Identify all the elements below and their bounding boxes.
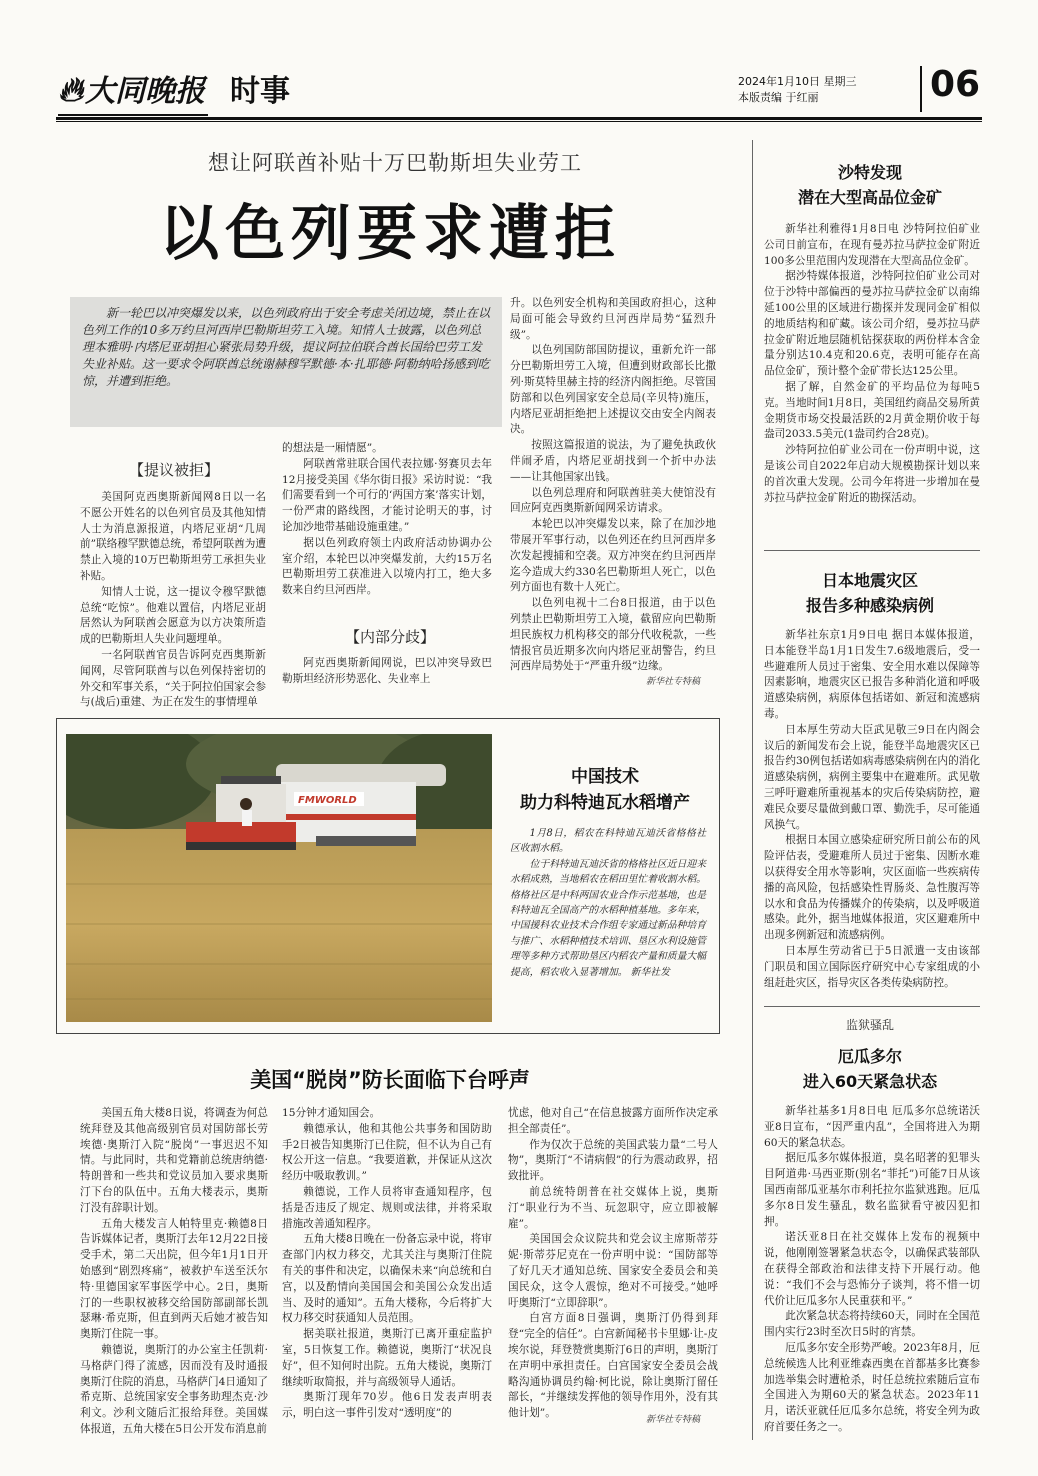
main-story-col3 [510,296,716,675]
paragraph: 诺沃亚8日在社交媒体上发布的视频中说，他刚刚签署紧急状态令，以确保武装部队在获得全部政治和法律支持下开展行动。他说：“我们不会与恐怖分子谈判，将不惜一切代价让厄瓜多尔人民重获和平。” [764,1231,980,1307]
photo-caption [510,826,706,980]
paragraph: 五角大楼8日晚在一份备忘录中说，将审查部门内权力移交，尤其关注与奥斯汀住院有关的事件和决定，以确保未来“向总统和白宫，以及酌情向美国国会和美国公众发出适当、及时的通知”。五角大楼称，今后将扩大权力移交时获通知人员范围。 [282,1233,492,1325]
page-editor: 本版责编 于红丽 [738,91,819,104]
us-story-col3 [508,1106,718,1422]
paragraph: 奥斯汀现年70岁。他6日发表声明表示，明白这一事件引发对“透明度”的 [282,1391,492,1420]
paragraph: 美国阿克西奥斯新闻网8日以一名不愿公开姓名的以色列官员及其他知情人士为消息源报道，内塔尼亚胡“几周前”联络穆罕默德总统，希望阿联酋为遭禁止入境的10万巴勒斯坦劳工承担失业补贴。 [80,491,266,582]
harvester-brand-label: FMWORLD [298,795,357,806]
saudi-gold-title [770,160,970,210]
section-name: 时事 [230,74,290,109]
paragraph: 以色列总理府和阿联酋驻美大使馆没有回应阿克西奥斯新闻网采访请求。 [510,486,716,515]
ecuador-title [770,1044,970,1094]
logo-underline [58,114,208,116]
main-story-headline: 以色列要求遭拒 [159,199,621,269]
main-story-kicker: 想让阿联酋补贴十万巴勒斯坦失业劳工 [208,151,582,175]
paragraph: 新华社东京1月9日电 据日本媒体报道，日本能登半岛1月1日发生7.6级地震后，受一些避难所人员过于密集、安全用水难以保障等因素影响，地震灾区已报告多种消化道和呼吸道感染病例，病原体包括诺如、新冠和流感病毒。 [764,629,980,720]
ecuador-body [764,1104,980,1436]
paragraph: 五角大楼发言人帕特里克·赖德8日告诉媒体记者，奥斯汀去年12月22日接受手术，第二天出院，但今年1月1日开始感到“剧烈疼痛”，被救护车送至沃尔特·里德国家军事医学中心。2日，奥斯汀的一些职权被移交给国防部副部长凯瑟琳·希克斯，但直到两天后她才被告知奥斯汀住院一事。 [80,1217,268,1341]
paragraph: 以色列国防部国防提议，重新允许一部分巴勒斯坦劳工入境，但遭到财政部长比撒列·斯莫特里赫主持的经济内阁拒绝。尽管国防部和以色列国家安全总局(辛贝特)施压，内塔尼亚胡拒绝把上述提议交由安全内阁表决。 [510,344,716,436]
logo-text: 大同晚报 [84,74,205,109]
paragraph: 美国国会众议院共和党会议主席斯蒂芬妮·斯蒂芬尼克在一份声明中说：“国防部等了好几天才通知总统、国家安全委员会和美国民众，这令人震惊，绝对不可接受。”她呼吁奥斯汀“立即辞职”。 [508,1233,718,1309]
paragraph: 据沙特媒体报道，沙特阿拉伯矿业公司对位于沙特中部偏西的曼苏拉马萨拉金矿以南绵延100公里的区域进行勘探并发现同金矿相似的地质结构和矿藏。该公司介绍，曼苏拉马萨拉金矿附近地层随机钻探获取的两份样本含金量分别达10.4克和20.6克，表明可能存在高品位金矿，预计整个金矿带长达125公里。 [764,270,980,378]
paragraph: 据美联社报道，奥斯汀已离开重症监护室，5日恢复工作。赖德说，奥斯汀“状况良好”，但不知何时出院。五角大楼说，奥斯汀继续听取简报，并与高级领导人通话。 [282,1328,492,1388]
main-story-lead: 新一轮巴以冲突爆发以来，以色列政府出于安全考虑关闭边境，禁止在以色列工作的10多万约旦河西岸巴勒斯坦劳工入境。知情人士披露，以色列总理本雅明·内塔尼亚胡担心紧张局势升级，提议阿拉伯联合酋长国给巴劳工发失业补贴。这一要求令阿联酋总统谢赫穆罕默德·本·扎耶德·阿勒纳哈扬感到吃惊，并遭到拒绝。 [82,306,491,388]
title-line: 厄瓜多尔 [837,1047,902,1066]
paragraph: 忧虑，他对自己“在信息披露方面所作决定承担全部责任”。 [508,1107,718,1135]
paragraph: 赖德承认，他和其他公共事务和国防助手2日被告知奥斯汀已住院，但不认为自己有权公开这一信息。“我要道歉，并保证从这次经历中吸取教训。” [282,1122,492,1183]
header-rule [56,117,982,120]
paragraph: 新华社基多1月8日电 厄瓜多尔总统诺沃亚8日宣布，“因严重内乱”，全国将进入为期60天的紧急状态。 [764,1105,980,1149]
dateline [738,74,857,106]
paragraph: 一名阿联酋官员告诉阿克西奥斯新闻网，尽管阿联酋与以色列保持密切的外交和军事关系，“关于阿拉伯国家会参与(战后)重建、为正在发生的事情埋单 [80,648,266,709]
right-column-rule [764,1006,980,1007]
paragraph: 以色列电视十二台8日报道，由于以色列禁止巴勒斯坦劳工入境，截留应向巴勒斯坦民族权力机构移交的部分代收税款，一些情报官员近期多次向内塔尼亚胡警告，约旦河西岸局势处于“严重升级”边缘。 [510,597,716,673]
paragraph: 阿联酋常驻联合国代表拉娜·努赛贝去年12月接受美国《华尔街日报》采访时说：“我们需要看到一个可行的‘两国方案’落实计划，一份严肃的路线图，才能讨论明天的事，讨论加沙地带基础设施重建。” [282,457,492,533]
paragraph: 作为仅次于总统的美国武装力量“二号人物”，奥斯汀“不请病假”的行为震动政界，招致批评。 [508,1138,718,1183]
paragraph: 前总统特朗普在社交媒体上说，奥斯汀“职业行为不当、玩忽职守，应立即被解雇”。 [508,1185,718,1230]
paragraph: 赖德说，工作人员将审查通知程序，包括是否违反了规定、规则或法律，并将采取措施改善通知程序。 [282,1185,492,1230]
paragraph: 的想法是一厢情愿”。 [282,442,383,454]
paragraph: 阿克西奥斯新闻网说，巴以冲突导致巴勒斯坦经济形势恶化、失业率上 [282,657,492,685]
us-story-col2 [282,1106,492,1422]
title-line: 日本地震灾区 [821,571,918,590]
us-story-byline: 新华社专特稿 [645,1415,700,1425]
title-line: 报告多种感染病例 [805,596,934,615]
subhead-proposal-rejected: 【提议被拒】 [128,461,219,479]
paragraph: 本轮巴以冲突爆发以来，除了在加沙地带展开军事行动，以色列还在约旦河西岸多次发起搜捕和空袭。双方冲突在约旦河西岸迄今造成大约330名巴勒斯坦人死亡，以色列方面也有数十人死亡。 [510,518,716,594]
paragraph: 据厄瓜多尔媒体报道，臭名昭著的犯罪头目阿道弗·马西亚斯(别名“菲托”)可能7日从该国西南部瓜亚基尔市利托拉尔监狱逃跑。厄瓜多尔8日发生骚乱，数名监狱看守被囚犯扣押。 [764,1152,980,1228]
flame-logo-icon: 🔥︎ [58,70,83,110]
subhead-internal-disagreement: 【内部分歧】 [344,628,435,646]
paragraph: 按照这篇报道的说法，为了避免执政伙伴闹矛盾，内塔尼亚胡找到一个折中办法——让其他国家出钱。 [510,439,716,483]
right-column-rule [764,550,980,551]
paragraph: 厄瓜多尔安全形势严峻。2023年8月，厄总统候选人比利亚维森西奥在首都基多比赛参加选举集会时遭枪杀，时任总统拉索随后宣布全国进入为期60天的紧急状态。2023年11月，诺沃亚就任厄瓜多尔总统，将安全列为政府首要任务之一。 [764,1341,980,1433]
title-line: 潜在大型高品位金矿 [797,188,942,207]
photo-title-line2: 助力科特迪瓦水稻增产 [520,793,690,813]
us-story-headline: 美国“脱岗”防长面临下台呼声 [250,1068,530,1092]
main-story-byline: 新华社专特稿 [645,677,700,687]
paragraph: 日本厚生劳动大臣武见敬三9日在内阁会议后的新闻发布会上说，能登半岛地震灾区已报告约30例包括诺如病毒感染病例在内的消化道感染病例，病例主要集中在避难所。武见敬三呼吁避难所重视基本的灾后传染病防控，避难民众要尽量做到戴口罩、勤洗手，尽可能通风换气。 [764,723,980,831]
newspaper-logo [58,64,208,116]
harvester-photo [66,734,492,1022]
main-story-col1 [80,490,266,711]
page-number: 06 [930,64,981,105]
japan-quake-title [770,568,970,618]
caption-paragraph: 位于科特迪瓦迪沃省的格格社区近日迎来水稻成熟，当地稻农在稻田里忙着收割水稻。格格社区是中科两国农业合作示范基地，也是科特迪瓦全国高产的水稻种植基地。多年来，中国援科农业技术合作组专家通过新品种培育与推广、水稻种植技术培训、垦区水利设施管理等多种方式帮助垦区内稻农产量和质量大幅提高，稻农收入显著增加。 新华社发 [510,858,706,978]
rice-harvest-image [66,734,492,1022]
paragraph: 根据日本国立感染症研究所日前公布的风险评估表，受避难所人员过于密集、因断水难以获得安全用水等影响，灾区面临一些疾病传播的高风险，包括感染性胃肠炎、急性腹泻等以水和食品为传播媒介的传染病，以及呼吸道感染。此外，据当地媒体报道，灾区避难所中出现多例新冠和流感病例。 [764,834,980,942]
japan-quake-body [764,628,980,991]
right-column-divider [752,140,753,1440]
issue-date: 2024年1月10日 星期三 [738,75,857,88]
page-number-divider [920,66,922,112]
photo-feature-title [505,764,705,816]
paragraph: 据了解，自然金矿的平均品位为每吨5克。当地时间1月8日，美国纽约商品交易所黄金期货市场交投最活跃的2月黄金期价收于每盎司2033.5美元(1盎司约合28克)。 [764,380,980,441]
paragraph: 美国五角大楼8日说，将调查为何总统拜登及其他高级别官员对国防部长劳埃德·奥斯汀入院“脱岗”一事迟迟不知情。与此同时，共和党籍前总统唐纳德·特朗普和一些共和党议员加入要求奥斯汀下台的队伍中。五角大楼表示，奥斯汀没有辞职计划。 [80,1107,268,1214]
paragraph: 白宫方面8日强调，奥斯汀仍得到拜登“完全的信任”。白宫新闻秘书卡里娜·让-皮埃尔说，拜登赞赏奥斯汀6日的声明，奥斯汀在声明中承担责任。白宫国家安全委员会战略沟通协调员约翰·柯比说，除让奥斯汀留任部长，“并继续发挥他的领导作用外，没有其他计划”。 [508,1312,718,1420]
photo-title-line1: 中国技术 [571,767,639,787]
paragraph: 此次紧急状态将持续60天，同时在全国范围内实行23时至次日5时的宵禁。 [764,1310,980,1339]
title-line: 沙特发现 [837,163,902,182]
saudi-gold-body [764,222,980,506]
paragraph: 升。以色列安全机构和美国政府担心，这种局面可能会导致约旦河西岸局势“猛烈升级”。 [510,297,716,341]
paragraph: 据以色列政府领土内政府活动协调办公室介绍，本轮巴以冲突爆发前，大约15万名巴勒斯坦劳工获准进入以境内打工，绝大多数来自约旦河西岸。 [282,536,492,597]
main-story-col2 [282,441,492,599]
paragraph: 新华社利雅得1月8日电 沙特阿拉伯矿业公司日前宣布，在现有曼苏拉马萨拉金矿附近100多公里范围内发现潜在大型高品位金矿。 [764,223,980,267]
caption-paragraph: 1月8日，稻农在科特迪瓦迪沃省格格社区收割水稻。 [510,828,706,855]
paragraph: 知情人士说，这一提议令穆罕默德总统“吃惊”。他难以置信，内塔尼亚胡居然认为阿联酋会愿意为以方决策所造成的巴勒斯坦人失业问题埋单。 [80,585,266,646]
paragraph: 15分钟才通知国会。 [282,1107,381,1119]
header-rule-thin [56,121,982,122]
paragraph: 日本厚生劳动省已于5日派遣一支由该部门职员和国立国际医疗研究中心专家组成的小组赶赴灾区，指导灾区各类传染病防控。 [764,944,980,989]
paragraph: 沙特阿拉伯矿业公司在一份声明中说，这是该公司自2022年启动大规模勘探计划以来的首次重大发现。公司今年将进一步增加在曼苏拉马萨拉金矿附近的勘探活动。 [764,444,980,504]
us-story-col1 [80,1106,268,1438]
title-line: 进入60天紧急状态 [802,1072,938,1091]
ecuador-kicker: 监狱骚乱 [845,1018,894,1032]
paragraph: 赖德说，奥斯汀的办公室主任凯莉·马格萨门得了流感，因而没有及时通报奥斯汀住院的消息，马格萨门4日通知了希克斯、总统国家安全事务助理杰克·沙利文。沙利文随后汇报给拜登。美国媒体报道，五角大楼在5日公开发布消息前 [80,1343,268,1435]
main-story-col2b [282,656,492,688]
